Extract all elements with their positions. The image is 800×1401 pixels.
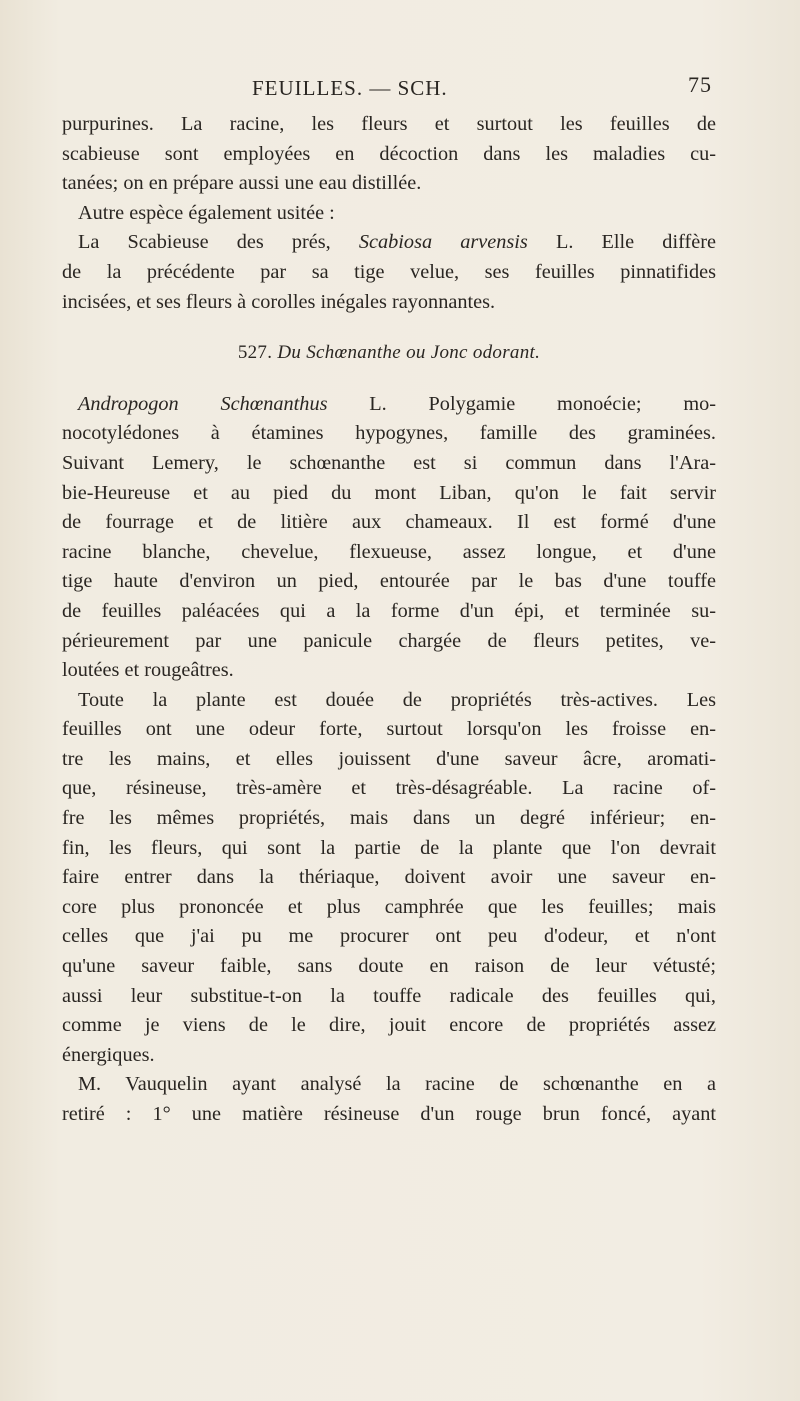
text-line: celles que j'ai pu me procurer ont peu d'odeur, et n'ont [62,925,716,948]
text-line [62,390,716,420]
text-run: L. Polygamie monoécie; mo- [327,392,716,415]
latin-name: Scabiosa arvensis [358,231,528,254]
text-line: qu'une saveur faible, sans doute en raison de leur vétusté; [62,955,716,978]
text-line: Suivant Lemery, le schœnanthe est si commun dans l'Ara- [62,451,716,474]
section-heading [62,338,716,368]
running-header [252,72,712,106]
text-run: La Scabieuse des prés, [78,231,359,254]
text-line: feuilles ont une odeur forte, surtout lorsqu'on les froisse en- [62,718,716,741]
section-title: Du Schœnanthe ou Jonc odorant. [277,342,541,364]
text-run: L. Elle diffère [527,231,716,254]
text-line: périeurement par une panicule chargée de fleurs petites, ve- [62,629,716,652]
text-line: tige haute d'environ un pied, entourée par le bas d'une touffe [62,570,716,593]
text-line: aussi leur substitue-t-on la touffe radicale des feuilles qui, [62,984,716,1007]
text-line: tanées; on en prépare aussi une eau distillée. [62,172,422,195]
text-line: loutées et rougeâtres. [62,659,234,682]
text-line: Toute la plante est douée de propriétés très-actives. Les [78,688,716,711]
text-line: fre les mêmes propriétés, mais dans un degré inférieur; en- [62,807,716,830]
text-line: de fourrage et de litière aux chameaux. Il est formé d'une [62,511,716,534]
page-number: 75 [688,72,712,97]
body-text [62,110,716,1130]
text-line: incisées, et ses fleurs à corolles inégales rayonnantes. [62,290,496,313]
text-line: comme je viens de le dire, jouit encore de propriétés assez [62,1014,716,1037]
text-line: que, résineuse, très-amère et très-désagréable. La racine of- [62,777,716,800]
text-line: nocotylédones à étamines hypogynes, famille des graminées. [62,422,716,445]
text-line: bie-Heureuse et au pied du mont Liban, qu'on le fait servir [62,481,716,504]
running-title: FEUILLES. — SCH. [252,76,448,100]
paragraph-andropogon [62,390,716,686]
paragraph-autre-espece: Autre espèce également usitée : [78,201,335,224]
paragraph-scabieuse-usage [62,110,716,199]
text-line: de la précédente par sa tige velue, ses feuilles pinnatifides [62,260,716,283]
text-line: énergiques. [62,1043,155,1066]
text-line: purpurines. La racine, les fleurs et surtout les feuilles de [62,113,716,135]
section-number: 527. [237,342,278,364]
text-line: fin, les fleurs, qui sont la partie de la plante que l'on devrait [62,836,716,859]
paragraph-vauquelin [62,1070,716,1129]
paragraph-scabieuse-des-pres [62,228,716,317]
text-line [62,228,716,258]
text-line: scabieuse sont employées en décoction dans les maladies cu- [62,142,716,165]
text-line: tre les mains, et elles jouissent d'une saveur âcre, aromati- [62,747,716,770]
text-line: M. Vauquelin ayant analysé la racine de schœnanthe en a [78,1073,716,1096]
latin-name: Andropogon Schœnanthus [78,392,328,415]
text-line: de feuilles paléacées qui a la forme d'un épi, et terminée su- [62,599,716,622]
text-line: core plus prononcée et plus camphrée que les feuilles; mais [62,895,716,918]
text-line: faire entrer dans la thériaque, doivent avoir une saveur en- [62,866,716,889]
text-line: retiré : 1° une matière résineuse d'un rouge brun foncé, ayant [62,1103,716,1125]
paragraph-proprietes [62,686,716,1071]
text-line: racine blanche, chevelue, flexueuse, assez longue, et d'une [62,540,716,563]
